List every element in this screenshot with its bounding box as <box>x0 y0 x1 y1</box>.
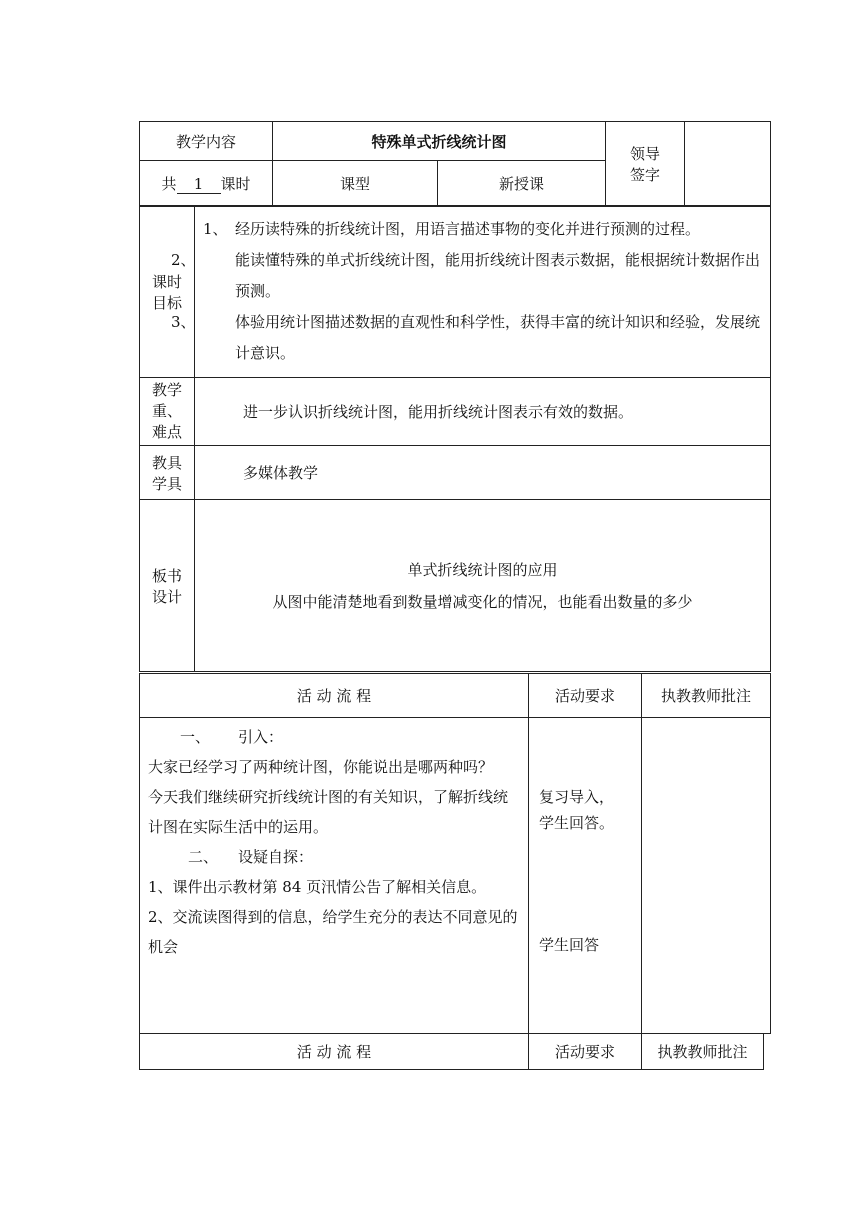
section-heading: 一、 引入： <box>180 728 284 746</box>
board-content <box>195 500 771 672</box>
lesson-type-label: 课型 <box>273 161 438 207</box>
process-content <box>140 718 529 1034</box>
requirement-header: 活动要求 <box>529 674 642 718</box>
process-paragraph: 今天我们继续研究折线统计图的有关知识，了解折线统计图在实际生活中的运用。 <box>148 788 509 836</box>
board-label: 板书 设计 <box>140 500 195 672</box>
key-points-label: 教学 重、 难点 <box>140 378 195 446</box>
goal-item: 2、 能读懂特殊的单式折线统计图，能用折线统计图表示数据，能根据统计数据作出预测。 <box>171 251 761 300</box>
flow-header: 活 动 流 程 <box>140 674 529 718</box>
header-table <box>139 121 771 207</box>
key-points-text: 进一步认识折线统计图，能用折线统计图表示有效的数据。 <box>195 378 771 446</box>
flow-header: 活 动 流 程 <box>140 1034 529 1070</box>
goal-item: 3、 体验用统计图描述数据的直观性和科学性，获得丰富的统计知识和经验，发展统计意识。 <box>171 313 761 362</box>
requirement-item: 学生回答 <box>539 936 600 954</box>
goals-label: 课时 目标 <box>140 206 195 378</box>
process-paragraph: 2、交流读图得到的信息，给学生充分的表达不同意见的机会 <box>148 908 518 956</box>
requirement-header: 活动要求 <box>529 1034 642 1070</box>
board-line: 从图中能清楚地看到数量增减变化的情况，也能看出数量的多少 <box>272 592 693 611</box>
board-title: 单式折线统计图的应用 <box>407 560 558 579</box>
teacher-note-content[interactable] <box>642 718 771 1034</box>
requirement-item: 学生回答。 <box>539 814 615 832</box>
tools-text: 多媒体教学 <box>195 446 771 500</box>
lesson-title: 特殊单式折线统计图 <box>273 122 606 161</box>
lesson-type-value: 新授课 <box>438 161 606 207</box>
goal-item: 1、 经历读特殊的折线统计图，用语言描述事物的变化并进行预测的过程。 <box>203 220 701 238</box>
section-heading: 二、 设疑自探： <box>188 848 314 866</box>
leader-sign-field[interactable] <box>685 122 771 207</box>
requirement-item: 复习导入， <box>539 788 615 806</box>
process-table <box>139 673 771 1034</box>
requirement-content <box>529 718 642 1034</box>
hours-value: 1 <box>177 175 221 194</box>
class-hours: 共 1 课时 <box>140 161 273 207</box>
teacher-note-header: 执教教师批注 <box>642 1034 764 1070</box>
content-label: 教学内容 <box>140 122 273 161</box>
goals-table <box>139 205 771 672</box>
tools-label: 教具 学具 <box>140 446 195 500</box>
leader-sign-label: 领导 签字 <box>606 122 685 207</box>
teacher-note-header: 执教教师批注 <box>642 674 771 718</box>
footer-table <box>139 1033 764 1070</box>
process-paragraph: 大家已经学习了两种统计图，你能说出是哪两种吗？ <box>148 758 494 776</box>
goals-content <box>171 206 771 378</box>
process-paragraph: 1、课件出示教材第 84 页汛情公告了解相关信息。 <box>148 878 487 896</box>
